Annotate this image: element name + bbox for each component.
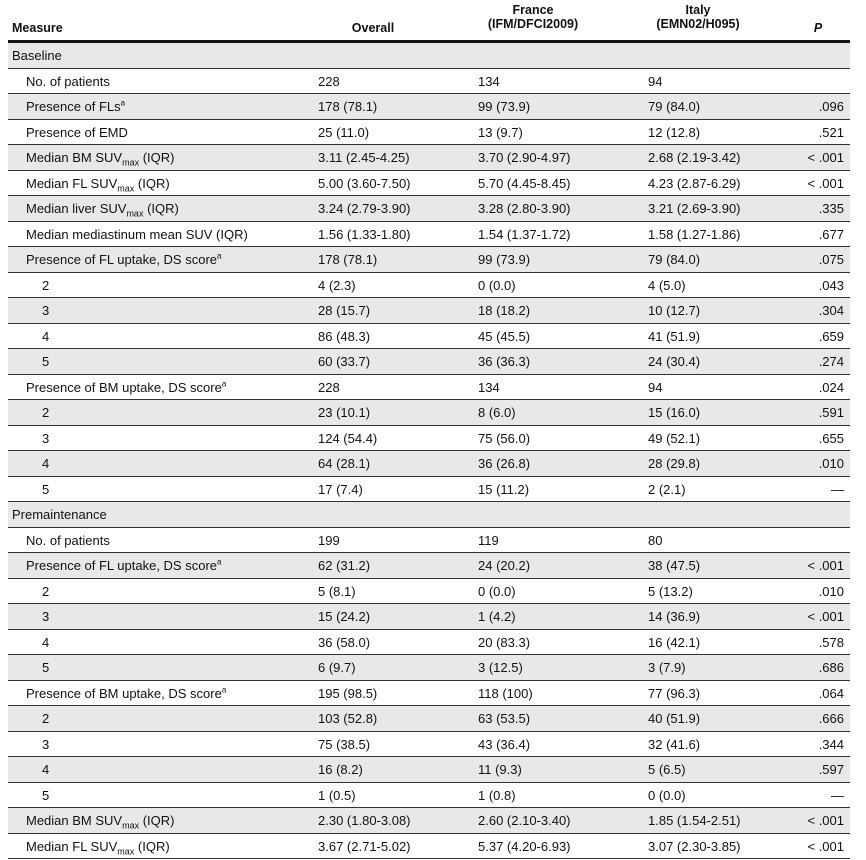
table-row bbox=[8, 171, 850, 197]
overall-cell: 6 (9.7) bbox=[318, 660, 356, 675]
p-value-cell: .655 bbox=[818, 430, 844, 446]
p-value-cell: .304 bbox=[818, 303, 844, 318]
italy-cell: 2.68 (2.19-3.42) bbox=[648, 150, 741, 165]
italy-cell: 79 (84.0) bbox=[648, 252, 701, 267]
italy-cell: 5 (13.2) bbox=[648, 583, 693, 599]
table-row bbox=[8, 120, 850, 146]
table-row bbox=[8, 273, 850, 299]
italy-cell: 4 (5.0) bbox=[648, 277, 686, 293]
table-row bbox=[8, 732, 850, 758]
footnote-marker: a bbox=[217, 251, 222, 261]
overall-cell: 25 (11.0) bbox=[318, 124, 370, 140]
overall-cell: 3.24 (2.79-3.90) bbox=[318, 201, 411, 216]
france-cell: 134 bbox=[478, 379, 500, 395]
header-overall: Overall bbox=[351, 21, 395, 35]
p-value-cell: .335 bbox=[818, 201, 844, 216]
overall-cell: 60 (33.7) bbox=[318, 354, 371, 369]
overall-cell: 3.11 (2.45-4.25) bbox=[318, 150, 410, 165]
table-row bbox=[8, 528, 850, 554]
measure-cell: Presence of FLs$^a$ bbox=[26, 98, 126, 114]
france-cell: 24 (20.2) bbox=[478, 558, 531, 573]
table-row bbox=[8, 400, 850, 426]
france-cell: 11 (9.3) bbox=[478, 762, 522, 777]
p-value-cell: .591 bbox=[818, 405, 844, 420]
table-row bbox=[8, 783, 850, 809]
italy-cell: 24 (30.4) bbox=[648, 354, 701, 369]
france-cell: 0 (0.0) bbox=[478, 583, 516, 599]
table-row bbox=[8, 145, 850, 171]
p-value-cell: < .001 bbox=[807, 609, 844, 624]
table-row bbox=[8, 196, 850, 222]
footnote-marker: a bbox=[217, 557, 222, 567]
italy-cell: 94 bbox=[648, 73, 663, 89]
overall-cell: 124 (54.4) bbox=[318, 430, 378, 446]
italy-cell: 32 (41.6) bbox=[648, 736, 701, 752]
overall-cell: 16 (8.2) bbox=[318, 762, 363, 777]
table-row bbox=[8, 681, 850, 707]
measure-cell: 5 bbox=[42, 660, 50, 675]
overall-cell: 17 (7.4) bbox=[318, 481, 363, 497]
italy-cell: 28 (29.8) bbox=[648, 456, 701, 471]
overall-cell: 5 (8.1) bbox=[318, 583, 356, 599]
italy-cell: 14 (36.9) bbox=[648, 609, 701, 624]
table-row bbox=[8, 834, 850, 860]
france-cell: 5.37 (4.20-6.93) bbox=[478, 838, 571, 854]
table-row bbox=[8, 247, 850, 273]
overall-cell: 28 (15.7) bbox=[318, 303, 371, 318]
overall-cell: 5.00 (3.60-7.50) bbox=[318, 175, 411, 191]
france-cell: 118 (100) bbox=[478, 685, 533, 701]
section-label: Premaintenance bbox=[12, 507, 107, 522]
measure-cell: Median FL $SUV_{max}$ (IQR) bbox=[26, 175, 170, 194]
italy-cell: 38 (47.5) bbox=[648, 558, 701, 573]
table-row bbox=[8, 604, 850, 630]
measure-cell: 3 bbox=[42, 430, 50, 446]
france-cell: 99 (73.9) bbox=[478, 252, 531, 267]
italy-cell: 4.23 (2.87-6.29) bbox=[648, 175, 741, 191]
measure-cell: 5 bbox=[42, 354, 50, 369]
header-italy bbox=[628, 3, 768, 31]
measure-cell: Presence of EMD bbox=[26, 124, 128, 140]
measure-cell: 4 bbox=[42, 634, 50, 650]
france-cell: 119 bbox=[478, 532, 499, 548]
section-row bbox=[8, 502, 850, 528]
measure-cell: 5 bbox=[42, 481, 50, 497]
measure-cell: Presence of FL uptake, DS score$^a$ bbox=[26, 251, 222, 267]
table-row bbox=[8, 477, 850, 503]
italy-cell: 41 (51.9) bbox=[648, 328, 701, 344]
p-value-cell: .064 bbox=[818, 685, 844, 701]
overall-cell: 228 bbox=[318, 73, 340, 89]
overall-cell: 23 (10.1) bbox=[318, 405, 371, 420]
measure-cell: Presence of FL uptake, DS score$^a$ bbox=[26, 557, 222, 573]
overall-cell: 178 (78.1) bbox=[318, 99, 378, 114]
p-value-cell: .096 bbox=[818, 99, 844, 114]
measure-cell: 4 bbox=[42, 456, 50, 471]
france-cell: 1.54 (1.37-1.72) bbox=[478, 226, 571, 242]
overall-cell: 2.30 (1.80-3.08) bbox=[318, 813, 411, 828]
france-cell: 2.60 (2.10-3.40) bbox=[478, 813, 571, 828]
p-value-cell: — bbox=[831, 787, 844, 803]
overall-cell: 1.56 (1.33-1.80) bbox=[318, 226, 411, 242]
table-row bbox=[8, 349, 850, 375]
footnote-marker: a bbox=[221, 685, 227, 695]
footnote-marker: a bbox=[120, 98, 126, 108]
header-italy-study: (EMN02/H095) bbox=[656, 17, 740, 31]
measure-cell: 3 bbox=[42, 609, 50, 624]
measure-cell: 2 bbox=[42, 711, 50, 726]
france-cell: 3 (12.5) bbox=[478, 660, 523, 675]
table-header bbox=[8, 0, 850, 43]
france-cell: 18 (18.2) bbox=[478, 303, 531, 318]
table-row bbox=[8, 808, 850, 834]
p-value-cell: .597 bbox=[818, 762, 844, 777]
table-row bbox=[8, 579, 850, 605]
measure-cell: No. of patients bbox=[26, 73, 110, 89]
italy-cell: 1.85 (1.54-2.51) bbox=[648, 813, 741, 828]
france-cell: 1 (4.2) bbox=[478, 609, 516, 624]
overall-cell: 75 (38.5) bbox=[318, 736, 371, 752]
p-value-cell: .075 bbox=[818, 252, 844, 267]
section-label: Baseline bbox=[12, 48, 62, 63]
table-row bbox=[8, 324, 850, 350]
p-value-cell: .666 bbox=[818, 711, 844, 726]
italy-cell: 40 (51.9) bbox=[648, 711, 701, 726]
table-row bbox=[8, 69, 850, 95]
measure-cell: Median BM $SUV_{max}$ (IQR) bbox=[26, 813, 175, 831]
measure-cell: 4 bbox=[42, 762, 50, 777]
table-row bbox=[8, 757, 850, 783]
measure-cell: Presence of BM uptake, DS score$^a$ bbox=[26, 379, 227, 395]
france-cell: 20 (83.3) bbox=[478, 634, 531, 650]
table-row bbox=[8, 222, 850, 248]
table-row bbox=[8, 630, 850, 656]
italy-cell: 49 (52.1) bbox=[648, 430, 701, 446]
p-value-cell: .043 bbox=[818, 277, 844, 293]
france-cell: 43 (36.4) bbox=[478, 736, 531, 752]
p-value-cell: .521 bbox=[818, 124, 844, 140]
france-cell: 134 bbox=[478, 73, 500, 89]
france-cell: 36 (36.3) bbox=[478, 354, 531, 369]
italy-cell: 94 bbox=[648, 379, 663, 395]
france-cell: 75 (56.0) bbox=[478, 430, 531, 446]
section-row bbox=[8, 43, 850, 69]
france-cell: 1 (0.8) bbox=[478, 787, 516, 803]
table-row bbox=[8, 426, 850, 452]
measure-cell: 2 bbox=[42, 405, 50, 420]
table-body bbox=[8, 43, 850, 859]
italy-cell: 16 (42.1) bbox=[648, 634, 701, 650]
overall-cell: 64 (28.1) bbox=[318, 456, 371, 471]
table-row bbox=[8, 298, 850, 324]
table-row bbox=[8, 375, 850, 401]
header-p-value: P bbox=[813, 21, 823, 35]
measure-cell: 4 bbox=[42, 328, 50, 344]
italy-cell: 15 (16.0) bbox=[648, 405, 701, 420]
header-italy-name: Italy bbox=[685, 3, 711, 17]
header-france-study: (IFM/DFCI2009) bbox=[487, 17, 579, 31]
footnote-marker: a bbox=[221, 379, 227, 389]
p-value-cell: < .001 bbox=[807, 150, 844, 165]
overall-cell: 228 bbox=[318, 379, 340, 395]
france-cell: 45 (45.5) bbox=[478, 328, 531, 344]
header-france-name: France bbox=[512, 3, 554, 17]
italy-cell: 5 (6.5) bbox=[648, 762, 686, 777]
table-row bbox=[8, 655, 850, 681]
overall-cell: 4 (2.3) bbox=[318, 277, 356, 293]
measure-cell: 3 bbox=[42, 303, 50, 318]
france-cell: 36 (26.8) bbox=[478, 456, 531, 471]
p-value-cell: .677 bbox=[818, 226, 844, 242]
france-cell: 5.70 (4.45-8.45) bbox=[478, 175, 571, 191]
france-cell: 3.70 (2.90-4.97) bbox=[478, 150, 571, 165]
italy-cell: 3 (7.9) bbox=[648, 660, 686, 675]
italy-cell: 3.21 (2.69-3.90) bbox=[648, 201, 741, 216]
header-measure: Measure bbox=[12, 21, 63, 35]
measure-cell: 2 bbox=[42, 277, 50, 293]
p-value-cell: < .001 bbox=[807, 813, 844, 828]
p-value-cell: .010 bbox=[818, 456, 844, 471]
p-value-cell: .686 bbox=[818, 660, 844, 675]
p-value-cell: < .001 bbox=[807, 175, 844, 191]
overall-cell: 62 (31.2) bbox=[318, 558, 371, 573]
p-value-cell: .344 bbox=[818, 736, 844, 752]
france-cell: 3.28 (2.80-3.90) bbox=[478, 201, 571, 216]
measure-cell: Median liver $SUV_{max}$ (IQR) bbox=[26, 201, 179, 219]
p-value-cell: .578 bbox=[818, 634, 844, 650]
france-cell: 13 (9.7) bbox=[478, 124, 523, 140]
measure-cell: Presence of BM uptake, DS score$^a$ bbox=[26, 685, 227, 701]
france-cell: 8 (6.0) bbox=[478, 405, 516, 420]
p-value-cell: .010 bbox=[818, 583, 844, 599]
france-cell: 0 (0.0) bbox=[478, 277, 516, 293]
p-value-cell: .659 bbox=[818, 328, 844, 344]
italy-cell: 1.58 (1.27-1.86) bbox=[648, 226, 741, 242]
france-cell: 15 (11.2) bbox=[478, 481, 530, 497]
p-value-cell: — bbox=[831, 481, 844, 497]
overall-cell: 15 (24.2) bbox=[318, 609, 371, 624]
overall-cell: 195 (98.5) bbox=[318, 685, 378, 701]
overall-cell: 1 (0.5) bbox=[318, 787, 356, 803]
table-row bbox=[8, 706, 850, 732]
measure-cell: Median mediastinum mean SUV (IQR) bbox=[26, 226, 248, 242]
overall-cell: 3.67 (2.71-5.02) bbox=[318, 838, 411, 854]
p-value-cell: < .001 bbox=[807, 558, 844, 573]
measure-cell: Median FL $SUV_{max}$ (IQR) bbox=[26, 838, 170, 857]
table-row bbox=[8, 94, 850, 120]
measure-cell: Median BM $SUV_{max}$ (IQR) bbox=[26, 150, 175, 168]
italy-cell: 80 bbox=[648, 532, 663, 548]
overall-cell: 178 (78.1) bbox=[318, 252, 378, 267]
data-table bbox=[8, 0, 850, 859]
p-value-cell: .274 bbox=[818, 354, 844, 369]
italy-cell: 2 (2.1) bbox=[648, 481, 686, 497]
measure-cell: 3 bbox=[42, 736, 50, 752]
p-value-cell: .024 bbox=[818, 379, 844, 395]
overall-cell: 199 bbox=[318, 532, 340, 548]
measure-cell: No. of patients bbox=[26, 532, 110, 548]
measure-cell: 2 bbox=[42, 583, 50, 599]
italy-cell: 12 (12.8) bbox=[648, 124, 701, 140]
italy-cell: 10 (12.7) bbox=[648, 303, 701, 318]
italy-cell: 77 (96.3) bbox=[648, 685, 701, 701]
table-row bbox=[8, 451, 850, 477]
p-value-cell: < .001 bbox=[807, 838, 844, 854]
table-row bbox=[8, 553, 850, 579]
france-cell: 99 (73.9) bbox=[478, 99, 531, 114]
italy-cell: 79 (84.0) bbox=[648, 99, 701, 114]
france-cell: 63 (53.5) bbox=[478, 711, 531, 726]
measure-cell: 5 bbox=[42, 787, 50, 803]
italy-cell: 0 (0.0) bbox=[648, 787, 686, 803]
italy-cell: 3.07 (2.30-3.85) bbox=[648, 838, 741, 854]
overall-cell: 36 (58.0) bbox=[318, 634, 371, 650]
header-france bbox=[463, 3, 603, 31]
overall-cell: 86 (48.3) bbox=[318, 328, 371, 344]
overall-cell: 103 (52.8) bbox=[318, 711, 378, 726]
